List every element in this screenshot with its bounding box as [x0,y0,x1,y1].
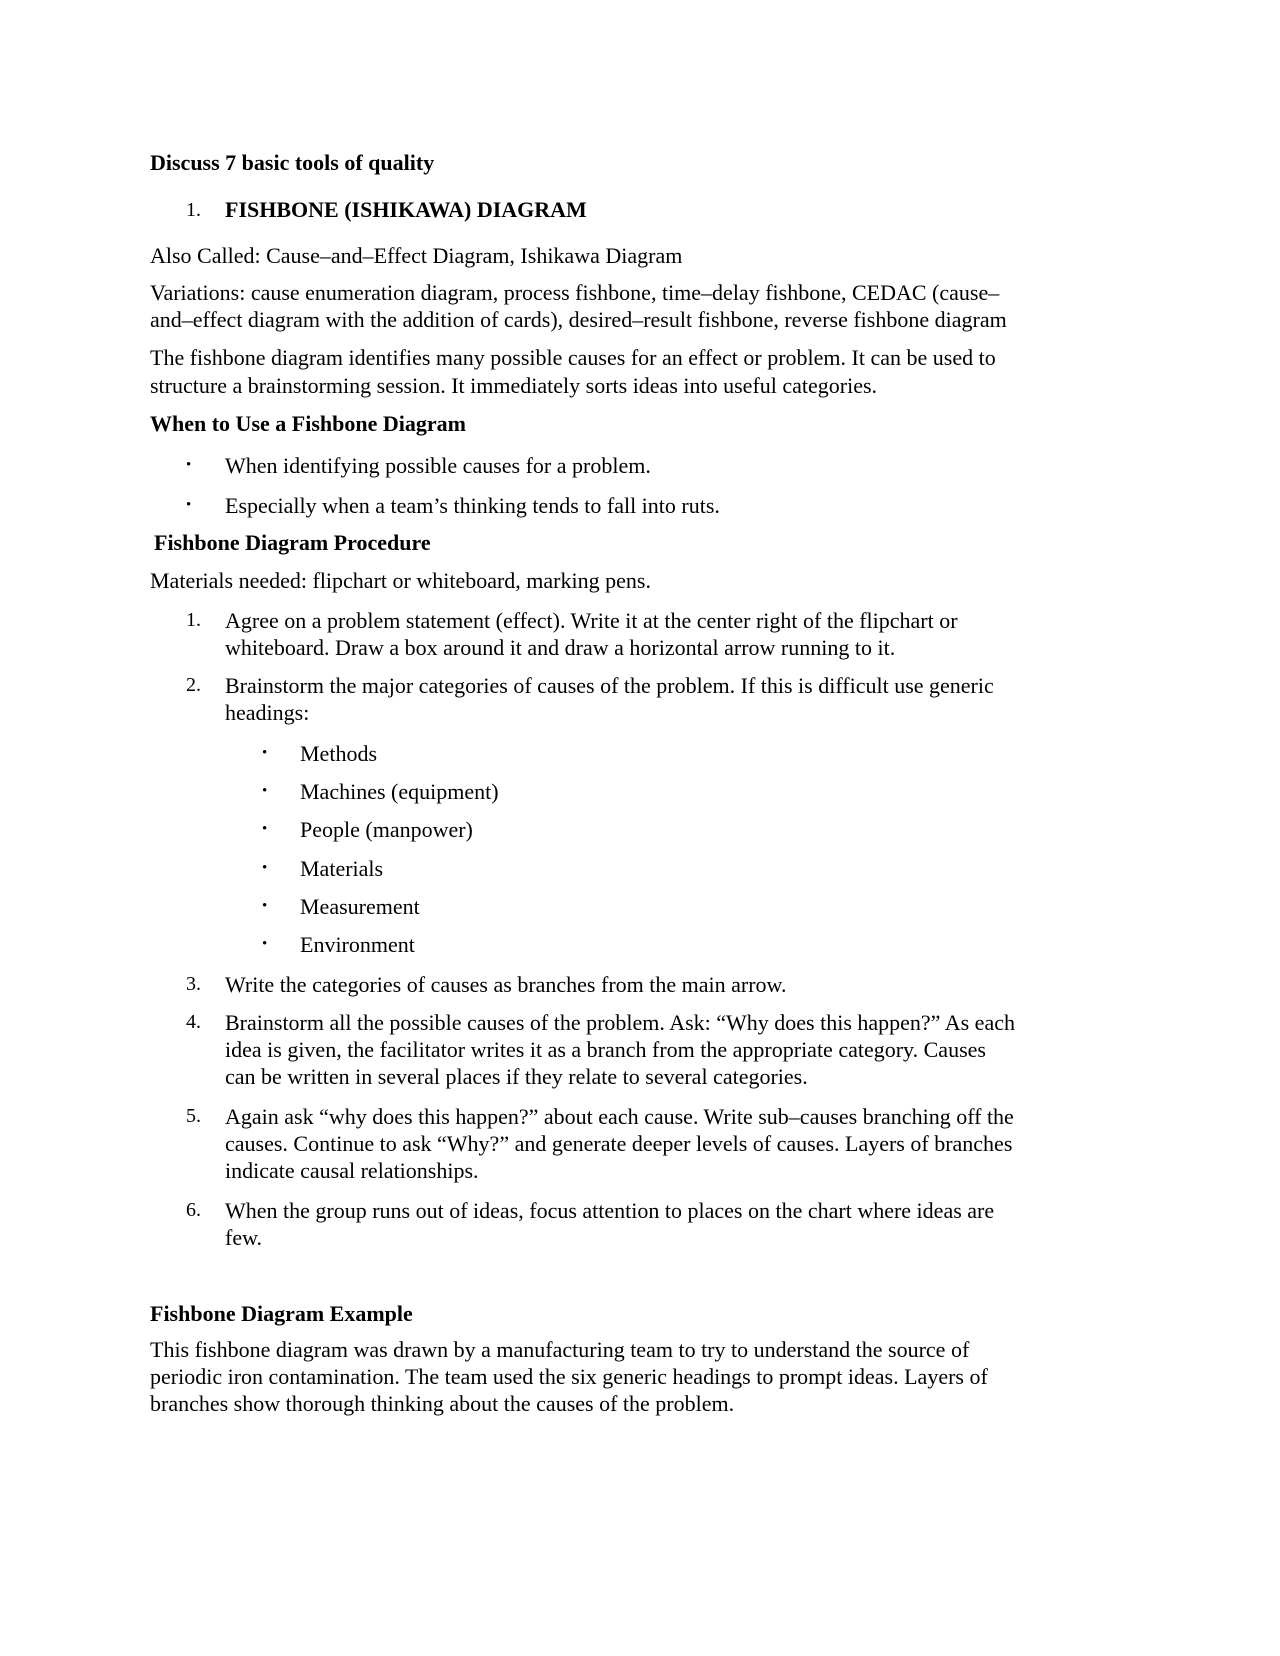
step-number: 3. [186,973,201,995]
heading-list-item: Methods [300,741,377,766]
variations-line-2: and–effect diagram with the addition of cards), desired–result fishbone, reverse fishbone diagram [150,307,1007,332]
bullet-icon: • [186,457,192,473]
heading-list-item: Materials [300,856,384,881]
step-line: indicate causal relationships. [225,1158,479,1183]
step-line: Again ask “why does this happen?” about each cause. Write sub–causes branching off the [225,1104,1014,1129]
procedure-heading: Fishbone Diagram Procedure [154,530,431,555]
step-line: Agree on a problem statement (effect). Write it at the center right of the flipchart or [225,608,958,633]
step-line: headings: [225,700,310,725]
document-title: Discuss 7 basic tools of quality [150,150,435,175]
step-number: 4. [186,1011,201,1033]
bullet-icon: • [262,898,268,914]
when-heading: When to Use a Fishbone Diagram [150,411,466,436]
heading-list-item: Machines (equipment) [300,779,499,804]
bullet-icon: • [262,745,268,761]
step-number: 5. [186,1105,201,1127]
intro-line-1: The fishbone diagram identifies many possible causes for an effect or problem. It can be used to [150,345,996,370]
example-line-2: periodic iron contamination. The team used the six generic headings to prompt ideas. Layers of [150,1364,988,1389]
step-line: whiteboard. Draw a box around it and draw a horizontal arrow running to it. [225,635,896,660]
step-line: causes. Continue to ask “Why?” and generate deeper levels of causes. Layers of branches [225,1131,1013,1156]
step-line: few. [225,1225,263,1250]
step-number: 1. [186,609,201,631]
step-line: Brainstorm all the possible causes of the problem. Ask: “Why does this happen?” As each [225,1010,1015,1035]
heading-list-item: People (manpower) [300,817,473,842]
step-number: 6. [186,1199,201,1221]
intro-line-2: structure a brainstorming session. It immediately sorts ideas into useful categories. [150,373,878,398]
step-line: Brainstorm the major categories of causes of the problem. If this is difficult use generic [225,673,994,698]
step-line: When the group runs out of ideas, focus attention to places on the chart where ideas are [225,1198,995,1223]
heading-list-item: Measurement [300,894,420,919]
when-item: When identifying possible causes for a problem. [225,453,651,478]
variations-line-1: Variations: cause enumeration diagram, process fishbone, time–delay fishbone, CEDAC (cause– [150,280,1000,305]
bullet-icon: • [262,783,268,799]
step-line: can be written in several places if they relate to several categories. [225,1064,808,1089]
when-item: Especially when a team’s thinking tends to fall into ruts. [225,493,720,518]
example-line-3: branches show thorough thinking about the causes of the problem. [150,1391,735,1416]
step-line: idea is given, the facilitator writes it as a branch from the appropriate category. Causes [225,1037,986,1062]
step-number: 2. [186,674,201,696]
bullet-icon: • [262,936,268,952]
section-heading: FISHBONE (ISHIKAWA) DIAGRAM [225,197,587,222]
example-heading: Fishbone Diagram Example [150,1301,413,1326]
bullet-icon: • [186,497,192,513]
heading-list-item: Environment [300,932,415,957]
step-line: Write the categories of causes as branches from the main arrow. [225,972,787,997]
example-line-1: This fishbone diagram was drawn by a manufacturing team to try to understand the source of [150,1337,970,1362]
bullet-icon: • [262,821,268,837]
materials-text: Materials needed: flipchart or whiteboard, marking pens. [150,568,651,593]
section-number: 1. [186,199,201,221]
also-called-text: Also Called: Cause–and–Effect Diagram, Ishikawa Diagram [150,243,683,268]
bullet-icon: • [262,860,268,876]
